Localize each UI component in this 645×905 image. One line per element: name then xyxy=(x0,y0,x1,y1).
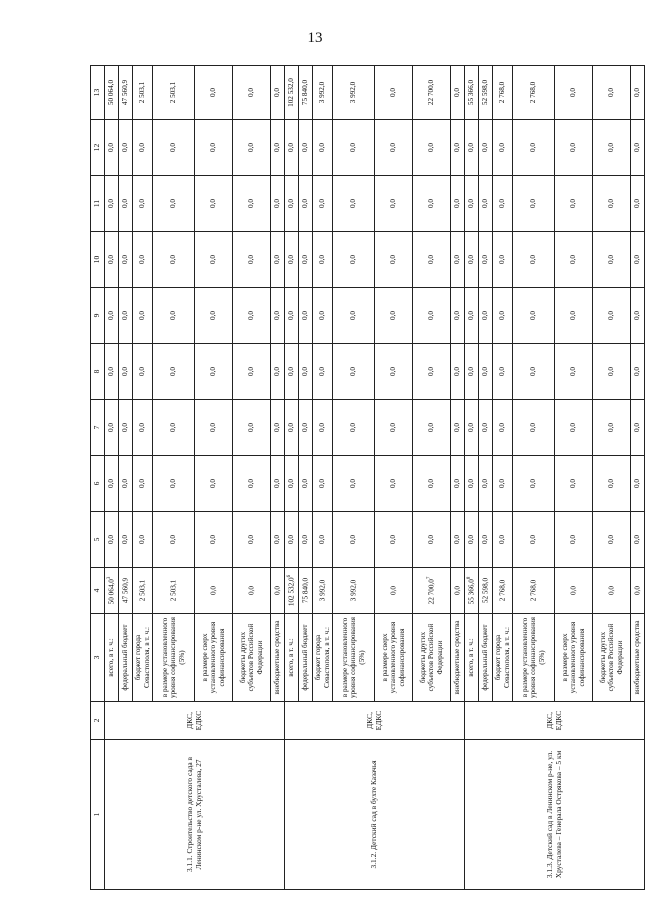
year-value: 0,0 xyxy=(299,232,313,288)
year-value: 0,0 xyxy=(479,288,493,344)
year-value: 0,0 xyxy=(133,456,153,512)
total-value xyxy=(119,568,133,614)
year-value: 0,0 xyxy=(233,288,271,344)
rotated-table-container xyxy=(90,70,642,890)
year-value: 0,0 xyxy=(413,400,451,456)
year-value: 0,0 xyxy=(119,176,133,232)
project-executors: ДКС, ЕДКС xyxy=(105,702,285,740)
year-value: 0,0 xyxy=(413,344,451,400)
funding-source: федеральный бюджет xyxy=(479,614,493,702)
final-value: 22 700,0 xyxy=(413,66,451,120)
final-value: 47 560,9 xyxy=(119,66,133,120)
year-value: 0,0 xyxy=(513,232,555,288)
funding-source: бюджеты других субъектов Российской Федерации xyxy=(593,614,631,702)
funding-source: в размере установленного уровня софинансирования (5%) xyxy=(153,614,195,702)
year-value: 0,0 xyxy=(375,512,413,568)
year-value: 0,0 xyxy=(375,344,413,400)
year-value: 0,0 xyxy=(233,512,271,568)
year-value: 0,0 xyxy=(313,344,333,400)
year-value: 0,0 xyxy=(493,400,513,456)
year-value: 0,0 xyxy=(465,176,479,232)
year-value: 0,0 xyxy=(271,400,285,456)
funding-source: бюджет города Севастополя, в т. ч.: xyxy=(493,614,513,702)
column-number: 4 xyxy=(91,568,105,614)
total-value xyxy=(133,568,153,614)
year-value: 0,0 xyxy=(233,344,271,400)
year-value: 0,0 xyxy=(593,176,631,232)
funding-source: в размере установленного уровня софинансирования (5%) xyxy=(333,614,375,702)
year-value: 0,0 xyxy=(119,232,133,288)
year-value: 0,0 xyxy=(465,288,479,344)
funding-source: всего, в т. ч.: xyxy=(465,614,479,702)
year-value: 0,0 xyxy=(233,120,271,176)
year-value: 0,0 xyxy=(285,232,299,288)
year-value: 0,0 xyxy=(465,120,479,176)
year-value: 0,0 xyxy=(593,456,631,512)
table-row xyxy=(105,66,119,890)
final-value: 0,0 xyxy=(375,66,413,120)
total-amount: 0,0 xyxy=(273,586,282,595)
final-value: 0,0 xyxy=(631,66,645,120)
year-value: 0,0 xyxy=(153,232,195,288)
year-value: 0,0 xyxy=(631,344,645,400)
year-value: 0,0 xyxy=(631,400,645,456)
column-number: 9 xyxy=(91,288,105,344)
footnote-mark: 3 xyxy=(107,576,113,580)
final-value: 0,0 xyxy=(451,66,465,120)
year-value: 0,0 xyxy=(195,120,233,176)
year-value: 0,0 xyxy=(119,288,133,344)
column-number: 5 xyxy=(91,512,105,568)
funding-source: в размере сверх установленного уровня софинансирования xyxy=(555,614,593,702)
year-value: 0,0 xyxy=(479,120,493,176)
year-value: 0,0 xyxy=(105,288,119,344)
year-value: 0,0 xyxy=(555,512,593,568)
year-value: 0,0 xyxy=(153,288,195,344)
total-value xyxy=(513,568,555,614)
year-value: 0,0 xyxy=(493,344,513,400)
year-value: 0,0 xyxy=(105,344,119,400)
total-amount: 47 560,9 xyxy=(121,577,130,604)
total-value xyxy=(153,568,195,614)
year-value: 0,0 xyxy=(631,512,645,568)
total-amount: 0,0 xyxy=(633,586,642,595)
final-value: 0,0 xyxy=(271,66,285,120)
year-value: 0,0 xyxy=(555,288,593,344)
year-value: 0,0 xyxy=(285,456,299,512)
total-amount: 2 503,1 xyxy=(169,579,178,602)
footnote-mark: 7 xyxy=(427,576,433,580)
table-row xyxy=(465,66,479,890)
year-value: 0,0 xyxy=(465,232,479,288)
year-value: 0,0 xyxy=(479,512,493,568)
year-value: 0,0 xyxy=(451,400,465,456)
year-value: 0,0 xyxy=(555,456,593,512)
total-amount: 2 768,0 xyxy=(529,579,538,602)
year-value: 0,0 xyxy=(413,120,451,176)
year-value: 0,0 xyxy=(119,120,133,176)
year-value: 0,0 xyxy=(493,288,513,344)
year-value: 0,0 xyxy=(493,232,513,288)
total-value xyxy=(299,568,313,614)
year-value: 0,0 xyxy=(413,456,451,512)
total-amount: 2 503,1 xyxy=(138,579,147,602)
column-number: 2 xyxy=(91,702,105,740)
year-value: 0,0 xyxy=(285,120,299,176)
year-value: 0,0 xyxy=(513,400,555,456)
year-value: 0,0 xyxy=(493,456,513,512)
year-value: 0,0 xyxy=(119,400,133,456)
year-value: 0,0 xyxy=(271,344,285,400)
financing-table xyxy=(90,65,645,890)
total-value xyxy=(375,568,413,614)
total-value xyxy=(105,568,119,614)
final-value: 75 840,0 xyxy=(299,66,313,120)
final-value: 50 064,0 xyxy=(105,66,119,120)
total-value xyxy=(631,568,645,614)
year-value: 0,0 xyxy=(313,120,333,176)
year-value: 0,0 xyxy=(153,512,195,568)
year-value: 0,0 xyxy=(413,288,451,344)
year-value: 0,0 xyxy=(465,344,479,400)
year-value: 0,0 xyxy=(195,232,233,288)
year-value: 0,0 xyxy=(333,512,375,568)
year-value: 0,0 xyxy=(451,232,465,288)
year-value: 0,0 xyxy=(133,400,153,456)
footnote-mark: 6 xyxy=(287,574,293,578)
year-value: 0,0 xyxy=(513,176,555,232)
year-value: 0,0 xyxy=(105,176,119,232)
final-value: 0,0 xyxy=(593,66,631,120)
funding-source: бюджет города Севастополя, в т. ч.: xyxy=(133,614,153,702)
year-value: 0,0 xyxy=(233,176,271,232)
year-value: 0,0 xyxy=(465,512,479,568)
year-value: 0,0 xyxy=(493,512,513,568)
year-value: 0,0 xyxy=(479,344,493,400)
column-number: 1 xyxy=(91,740,105,890)
year-value: 0,0 xyxy=(631,232,645,288)
funding-source: внебюджетные средства xyxy=(271,614,285,702)
year-value: 0,0 xyxy=(513,512,555,568)
column-number: 3 xyxy=(91,614,105,702)
total-value xyxy=(233,568,271,614)
column-number: 7 xyxy=(91,400,105,456)
final-value: 0,0 xyxy=(555,66,593,120)
year-value: 0,0 xyxy=(105,512,119,568)
year-value: 0,0 xyxy=(271,232,285,288)
column-number: 13 xyxy=(91,66,105,120)
year-value: 0,0 xyxy=(593,232,631,288)
funding-source: в размере установленного уровня софинансирования (5%) xyxy=(513,614,555,702)
year-value: 0,0 xyxy=(195,456,233,512)
year-value: 0,0 xyxy=(133,288,153,344)
total-amount: 52 598,0 xyxy=(481,577,490,604)
year-value: 0,0 xyxy=(631,176,645,232)
year-value: 0,0 xyxy=(299,400,313,456)
year-value: 0,0 xyxy=(555,400,593,456)
year-value: 0,0 xyxy=(333,400,375,456)
year-value: 0,0 xyxy=(479,456,493,512)
year-value: 0,0 xyxy=(105,400,119,456)
total-amount: 50 064,0 xyxy=(107,579,116,605)
project-name: 3.1.1. Строительство детского сада в Ленинском р-не ул. Хрусталева, 27 xyxy=(105,740,285,890)
year-value: 0,0 xyxy=(233,456,271,512)
total-amount: 75 840,0 xyxy=(301,577,310,604)
year-value: 0,0 xyxy=(299,176,313,232)
total-amount: 22 700,0 xyxy=(427,579,436,605)
total-amount: 102 532,0 xyxy=(287,577,296,607)
year-value: 0,0 xyxy=(299,288,313,344)
funding-source: федеральный бюджет xyxy=(299,614,313,702)
year-value: 0,0 xyxy=(333,288,375,344)
total-amount: 0,0 xyxy=(209,586,218,595)
total-value xyxy=(195,568,233,614)
year-value: 0,0 xyxy=(555,176,593,232)
total-value xyxy=(285,568,299,614)
funding-source: всего, в т. ч.: xyxy=(105,614,119,702)
year-value: 0,0 xyxy=(555,120,593,176)
year-value: 0,0 xyxy=(195,344,233,400)
year-value: 0,0 xyxy=(119,456,133,512)
final-value: 3 992,0 xyxy=(313,66,333,120)
year-value: 0,0 xyxy=(593,288,631,344)
year-value: 0,0 xyxy=(375,232,413,288)
funding-source: внебюджетные средства xyxy=(631,614,645,702)
funding-source: федеральный бюджет xyxy=(119,614,133,702)
final-value: 55 366,0 xyxy=(465,66,479,120)
year-value: 0,0 xyxy=(375,288,413,344)
year-value: 0,0 xyxy=(153,120,195,176)
year-value: 0,0 xyxy=(105,120,119,176)
year-value: 0,0 xyxy=(513,456,555,512)
final-value: 2 768,0 xyxy=(513,66,555,120)
year-value: 0,0 xyxy=(313,176,333,232)
year-value: 0,0 xyxy=(375,456,413,512)
total-amount: 55 366,0 xyxy=(467,579,476,605)
year-value: 0,0 xyxy=(513,120,555,176)
total-value xyxy=(555,568,593,614)
total-amount: 0,0 xyxy=(247,586,256,595)
total-amount: 0,0 xyxy=(607,586,616,595)
funding-source: бюджеты других субъектов Российской Федерации xyxy=(233,614,271,702)
funding-source: в размере сверх установленного уровня софинансирования xyxy=(375,614,413,702)
year-value: 0,0 xyxy=(119,344,133,400)
final-value: 0,0 xyxy=(195,66,233,120)
year-value: 0,0 xyxy=(195,176,233,232)
year-value: 0,0 xyxy=(593,512,631,568)
year-value: 0,0 xyxy=(375,176,413,232)
total-value xyxy=(333,568,375,614)
header-row xyxy=(91,66,105,890)
year-value: 0,0 xyxy=(479,176,493,232)
funding-source: бюджеты других субъектов Российской Федерации xyxy=(413,614,451,702)
year-value: 0,0 xyxy=(153,400,195,456)
year-value: 0,0 xyxy=(285,288,299,344)
year-value: 0,0 xyxy=(313,232,333,288)
year-value: 0,0 xyxy=(313,288,333,344)
project-name: 3.1.3. Детский сад в Ленинском р-не, ул. Хрусталева – Генерала Острякова – 5 км xyxy=(465,740,645,890)
total-amount: 0,0 xyxy=(389,586,398,595)
column-number: 6 xyxy=(91,456,105,512)
total-value xyxy=(493,568,513,614)
funding-source: бюджет города Севастополя, в т. ч.: xyxy=(313,614,333,702)
year-value: 0,0 xyxy=(195,400,233,456)
total-amount: 2 768,0 xyxy=(498,579,507,602)
year-value: 0,0 xyxy=(375,400,413,456)
final-value: 52 598,0 xyxy=(479,66,493,120)
column-number: 8 xyxy=(91,344,105,400)
page-number: 13 xyxy=(307,30,323,46)
project-name: 3.1.2. Детский сад в бухте Казачья xyxy=(285,740,465,890)
year-value: 0,0 xyxy=(233,400,271,456)
total-value xyxy=(271,568,285,614)
year-value: 0,0 xyxy=(133,512,153,568)
final-value: 2 768,0 xyxy=(493,66,513,120)
total-value xyxy=(465,568,479,614)
year-value: 0,0 xyxy=(133,120,153,176)
total-value xyxy=(413,568,451,614)
year-value: 0,0 xyxy=(313,512,333,568)
table-row xyxy=(285,66,299,890)
year-value: 0,0 xyxy=(333,176,375,232)
year-value: 0,0 xyxy=(413,176,451,232)
year-value: 0,0 xyxy=(479,400,493,456)
year-value: 0,0 xyxy=(153,456,195,512)
year-value: 0,0 xyxy=(313,400,333,456)
total-value xyxy=(313,568,333,614)
year-value: 0,0 xyxy=(133,176,153,232)
year-value: 0,0 xyxy=(313,456,333,512)
funding-source: внебюджетные средства xyxy=(451,614,465,702)
year-value: 0,0 xyxy=(133,232,153,288)
project-executors: ДКС, ЕДКС xyxy=(285,702,465,740)
year-value: 0,0 xyxy=(451,512,465,568)
total-amount: 3 992,0 xyxy=(349,579,358,602)
column-number: 10 xyxy=(91,232,105,288)
total-amount: 0,0 xyxy=(453,586,462,595)
funding-source: в размере сверх установленного уровня софинансирования xyxy=(195,614,233,702)
year-value: 0,0 xyxy=(233,232,271,288)
year-value: 0,0 xyxy=(153,176,195,232)
year-value: 0,0 xyxy=(631,120,645,176)
project-executors: ДКС, ЕДКС xyxy=(465,702,645,740)
year-value: 0,0 xyxy=(105,456,119,512)
year-value: 0,0 xyxy=(493,120,513,176)
year-value: 0,0 xyxy=(299,456,313,512)
year-value: 0,0 xyxy=(465,400,479,456)
year-value: 0,0 xyxy=(555,344,593,400)
final-value: 2 503,1 xyxy=(153,66,195,120)
final-value: 102 532,0 xyxy=(285,66,299,120)
year-value: 0,0 xyxy=(593,120,631,176)
total-value xyxy=(593,568,631,614)
year-value: 0,0 xyxy=(413,232,451,288)
year-value: 0,0 xyxy=(375,120,413,176)
year-value: 0,0 xyxy=(285,344,299,400)
year-value: 0,0 xyxy=(593,400,631,456)
year-value: 0,0 xyxy=(451,344,465,400)
column-number: 12 xyxy=(91,120,105,176)
year-value: 0,0 xyxy=(451,120,465,176)
year-value: 0,0 xyxy=(271,512,285,568)
total-value xyxy=(479,568,493,614)
year-value: 0,0 xyxy=(451,288,465,344)
year-value: 0,0 xyxy=(593,344,631,400)
year-value: 0,0 xyxy=(285,176,299,232)
year-value: 0,0 xyxy=(513,344,555,400)
year-value: 0,0 xyxy=(333,344,375,400)
year-value: 0,0 xyxy=(271,176,285,232)
final-value: 2 503,1 xyxy=(133,66,153,120)
year-value: 0,0 xyxy=(299,344,313,400)
year-value: 0,0 xyxy=(465,456,479,512)
year-value: 0,0 xyxy=(299,120,313,176)
year-value: 0,0 xyxy=(451,176,465,232)
year-value: 0,0 xyxy=(631,456,645,512)
year-value: 0,0 xyxy=(299,512,313,568)
final-value: 0,0 xyxy=(233,66,271,120)
year-value: 0,0 xyxy=(555,232,593,288)
total-amount: 0,0 xyxy=(569,586,578,595)
year-value: 0,0 xyxy=(631,288,645,344)
year-value: 0,0 xyxy=(479,232,493,288)
column-number: 11 xyxy=(91,176,105,232)
year-value: 0,0 xyxy=(285,512,299,568)
year-value: 0,0 xyxy=(271,288,285,344)
year-value: 0,0 xyxy=(271,120,285,176)
year-value: 0,0 xyxy=(285,400,299,456)
year-value: 0,0 xyxy=(333,120,375,176)
year-value: 0,0 xyxy=(195,512,233,568)
year-value: 0,0 xyxy=(271,456,285,512)
total-value xyxy=(451,568,465,614)
year-value: 0,0 xyxy=(133,344,153,400)
funding-source: всего, в т. ч.: xyxy=(285,614,299,702)
footnote-mark: 8 xyxy=(467,576,473,580)
year-value: 0,0 xyxy=(413,512,451,568)
year-value: 0,0 xyxy=(105,232,119,288)
year-value: 0,0 xyxy=(493,176,513,232)
final-value: 3 992,0 xyxy=(333,66,375,120)
year-value: 0,0 xyxy=(119,512,133,568)
year-value: 0,0 xyxy=(333,232,375,288)
year-value: 0,0 xyxy=(333,456,375,512)
year-value: 0,0 xyxy=(513,288,555,344)
year-value: 0,0 xyxy=(153,344,195,400)
year-value: 0,0 xyxy=(451,456,465,512)
year-value: 0,0 xyxy=(195,288,233,344)
total-amount: 3 992,0 xyxy=(318,579,327,602)
